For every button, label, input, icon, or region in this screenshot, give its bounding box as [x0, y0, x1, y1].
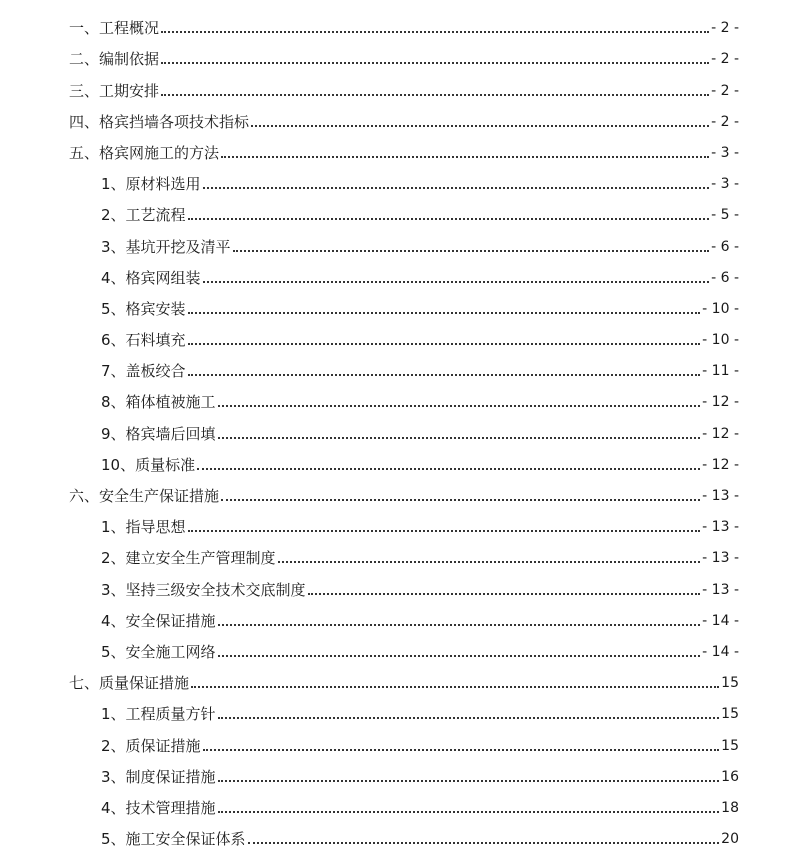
toc-entry[interactable] [0, 131, 797, 162]
toc-dot-leader [221, 499, 700, 501]
toc-entry-title: 2、质保证措施 [101, 736, 201, 755]
toc-entry-title: 3、制度保证措施 [101, 767, 216, 786]
toc-entry-title: 5、施工安全保证体系 [101, 830, 246, 849]
toc-entry-title: 4、格宾网组装 [101, 268, 201, 287]
toc-entry-title: 一、工程概况 [69, 19, 160, 38]
toc-entry-page-number: - 10 - [702, 332, 739, 349]
toc-entry-page-number: 15 [721, 706, 739, 723]
toc-entry-title: 1、指导思想 [101, 518, 186, 537]
toc-entry[interactable] [0, 318, 797, 349]
toc-dot-leader [197, 468, 700, 470]
toc-dot-leader [218, 624, 701, 626]
toc-entry-page-number: - 5 - [711, 207, 739, 224]
toc-entry-page-number: - 2 - [711, 51, 739, 68]
toc-entry-page-number: - 3 - [711, 176, 739, 193]
toc-entry[interactable] [0, 349, 797, 380]
toc-entry[interactable] [0, 505, 797, 536]
toc-entry-page-number: 18 [721, 799, 739, 816]
toc-entry-page-number: - 13 - [702, 581, 739, 598]
toc-entry-page-number: - 2 - [711, 20, 739, 37]
toc-entry[interactable] [0, 380, 797, 411]
toc-dot-leader [188, 374, 701, 376]
toc-dot-leader [218, 655, 701, 657]
toc-entry-page-number: - 13 - [702, 550, 739, 567]
toc-entry-page-number: - 2 - [711, 82, 739, 99]
toc-entry[interactable] [0, 692, 797, 723]
toc-entry-page-number: 20 [721, 831, 739, 848]
toc-entry-title: 七、质量保证措施 [69, 674, 190, 693]
toc-entry[interactable] [0, 755, 797, 786]
toc-entry-title: 10、质量标准 [101, 455, 196, 474]
toc-dot-leader [161, 31, 709, 33]
toc-entry-title: 二、编制依据 [69, 50, 160, 69]
toc-entry-title: 3、基坑开挖及清平 [101, 237, 231, 256]
toc-entry[interactable] [0, 256, 797, 287]
toc-entry[interactable] [0, 817, 797, 848]
table-of-contents [0, 6, 797, 848]
toc-entry-page-number: - 12 - [702, 456, 739, 473]
toc-entry-title: 2、建立安全生产管理制度 [101, 549, 276, 568]
toc-entry-title: 1、工程质量方针 [101, 705, 216, 724]
toc-dot-leader [218, 437, 701, 439]
toc-dot-leader [203, 281, 710, 283]
toc-entry-title: 7、盖板绞合 [101, 362, 186, 381]
toc-dot-leader [203, 187, 710, 189]
toc-dot-leader [308, 593, 701, 595]
toc-dot-leader [161, 94, 709, 96]
toc-dot-leader [221, 156, 709, 158]
toc-entry-page-number: - 11 - [702, 363, 739, 380]
toc-dot-leader [278, 561, 701, 563]
toc-dot-leader [191, 686, 719, 688]
toc-entry-title: 1、原材料选用 [101, 175, 201, 194]
toc-entry[interactable] [0, 443, 797, 474]
toc-entry[interactable] [0, 162, 797, 193]
toc-entry-title: 2、工艺流程 [101, 206, 186, 225]
toc-entry[interactable] [0, 661, 797, 692]
toc-entry-title: 四、格宾挡墙各项技术指标 [69, 112, 250, 131]
toc-entry-title: 6、石料填充 [101, 331, 186, 350]
toc-entry-title: 六、安全生产保证措施 [69, 487, 220, 505]
toc-entry-title: 4、安全保证措施 [101, 611, 216, 630]
toc-entry[interactable] [0, 224, 797, 255]
toc-entry[interactable] [0, 567, 797, 598]
toc-entry[interactable] [0, 474, 797, 505]
toc-entry-page-number: 15 [721, 675, 739, 692]
toc-dot-leader [218, 811, 720, 813]
toc-dot-leader [218, 717, 720, 719]
toc-entry[interactable] [0, 193, 797, 224]
toc-entry[interactable] [0, 786, 797, 817]
toc-entry-title: 9、格宾墙后回填 [101, 424, 216, 443]
toc-dot-leader [161, 62, 709, 64]
toc-entry-page-number: 16 [721, 768, 739, 785]
toc-dot-leader [248, 842, 720, 844]
toc-dot-leader [233, 250, 710, 252]
toc-entry[interactable] [0, 287, 797, 318]
toc-entry-title: 4、技术管理措施 [101, 798, 216, 817]
toc-entry-page-number: 15 [721, 737, 739, 754]
toc-entry[interactable] [0, 723, 797, 754]
toc-entry[interactable] [0, 411, 797, 442]
toc-entry-page-number: - 2 - [711, 113, 739, 130]
toc-entry-page-number: - 12 - [702, 394, 739, 411]
toc-entry-page-number: - 14 - [702, 643, 739, 660]
toc-entry-page-number: - 6 - [711, 238, 739, 255]
toc-dot-leader [188, 218, 710, 220]
toc-entry-page-number: - 13 - [702, 519, 739, 536]
toc-entry-page-number: - 14 - [702, 612, 739, 629]
toc-entry[interactable] [0, 68, 797, 99]
toc-dot-leader [188, 312, 701, 314]
toc-dot-leader [188, 343, 701, 345]
toc-entry-title: 8、箱体植被施工 [101, 393, 216, 412]
toc-entry-page-number: - 6 - [711, 269, 739, 286]
toc-entry-title: 五、格宾网施工的方法 [69, 143, 220, 162]
toc-entry-title: 5、格宾安装 [101, 299, 186, 318]
toc-entry[interactable] [0, 536, 797, 567]
toc-entry[interactable] [0, 6, 797, 37]
toc-dot-leader [251, 125, 709, 127]
toc-entry-page-number: - 12 - [702, 425, 739, 442]
toc-dot-leader [218, 405, 701, 407]
toc-entry-title: 3、坚持三级安全技术交底制度 [101, 580, 306, 599]
toc-entry-page-number: - 10 - [702, 300, 739, 317]
toc-entry[interactable] [0, 599, 797, 630]
toc-dot-leader [203, 749, 720, 751]
toc-entry[interactable] [0, 630, 797, 661]
toc-dot-leader [188, 530, 701, 532]
toc-entry[interactable] [0, 37, 797, 68]
toc-entry[interactable] [0, 100, 797, 131]
toc-entry-title: 三、工期安排 [69, 81, 160, 100]
toc-dot-leader [218, 780, 720, 782]
toc-entry-page-number: - 3 - [711, 144, 739, 161]
toc-entry-page-number: - 13 - [702, 488, 739, 504]
toc-entry-title: 5、安全施工网络 [101, 642, 216, 661]
